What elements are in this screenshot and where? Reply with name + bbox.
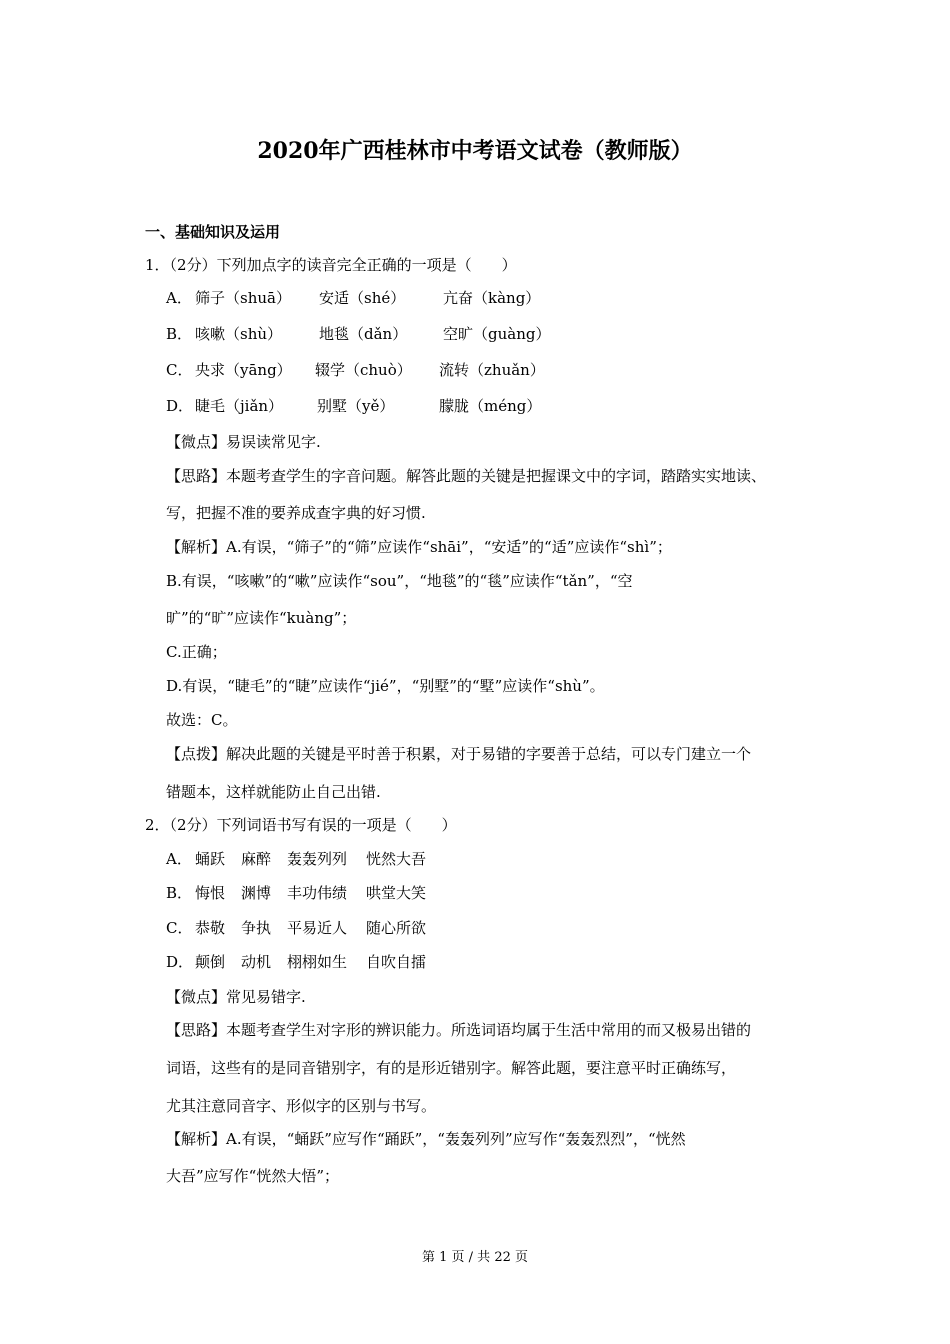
question-1-jiexi-d: D.有误，“睫毛”的“睫”应读作“jié”，“别墅”的“墅”应读作“shù”。 — [166, 677, 605, 695]
question-1-jiexi: 【解析】A.有误，“筛子”的“筛”应读作“shāi”，“安适”的“适”应读作“shì”； — [166, 538, 672, 556]
question-2-silu: 【思路】本题考查学生对字形的辨识能力。所选词语均属于生活中常用的而又极易出错的 — [166, 1021, 752, 1039]
question-2-stem: 2．（2分）下列词语书写有误的一项是（ ） — [145, 816, 457, 834]
question-1-silu-cont: 写，把握不准的要养成查字典的好习惯. — [166, 504, 426, 522]
question-2-silu-cont: 词语，这些有的是同音错别字，有的是形近错别字。解答此题，要注意平时正确练写， — [166, 1059, 737, 1077]
page-footer: 第 1 页 / 共 22 页 — [422, 1250, 528, 1265]
question-1-jiexi-b: B.有误，“咳嗽”的“嗽”应读作“sou”，“地毯”的“毯”应读作“tǎn”，“空 — [166, 572, 633, 590]
question-1-option-a: A． 筛子（shuā） 安适（shé） 亢奋（kàng） — [166, 289, 541, 307]
question-2-option-d: D． 颠倒 动机 栩栩如生 自吹自擂 — [166, 953, 427, 971]
question-1-option-d: D． 睫毛（jiǎn） 别墅（yě） 朦胧（méng） — [166, 397, 542, 415]
question-2-jiexi: 【解析】A.有误，“蛹跃”应写作“踊跃”，“轰轰列列”应写作“轰轰烈烈”，“恍然 — [166, 1130, 686, 1148]
question-2-silu-cont-2: 尤其注意同音字、形似字的区别与书写。 — [166, 1097, 437, 1115]
question-1-option-b: B． 咳嗽（shù） 地毯（dǎn） 空旷（guàng） — [166, 325, 551, 343]
question-2-weidian: 【微点】常见易错字. — [166, 988, 306, 1006]
question-1-stem: 1．（2分）下列加点字的读音完全正确的一项是（ ） — [145, 256, 517, 274]
question-1-jiexi-b-cont: 旷”的“旷”应读作“kuàng”； — [166, 609, 357, 627]
question-1-dianbo-cont: 错题本，这样就能防止自己出错. — [166, 783, 381, 801]
question-1-silu: 【思路】本题考查学生的字音问题。解答此题的关键是把握课文中的字词，踏踏实实地读、 — [166, 467, 767, 485]
question-2-option-c: C． 恭敬 争执 平易近人 随心所欲 — [166, 919, 427, 937]
question-1-dianbo: 【点拨】解决此题的关键是平时善于积累，对于易错的字要善于总结，可以专门建立一个 — [166, 745, 752, 763]
question-1-jiexi-c: C.正确； — [166, 643, 227, 661]
question-1-answer: 故选：C。 — [166, 711, 238, 729]
question-2-jiexi-cont: 大吾”应写作“恍然大悟”； — [166, 1167, 340, 1185]
question-2-option-a: A． 蛹跃 麻醉 轰轰列列 恍然大吾 — [166, 850, 427, 868]
question-2-option-b: B． 悔恨 渊博 丰功伟绩 哄堂大笑 — [166, 884, 427, 902]
question-1-option-c: C． 央求（yāng） 辍学（chuò） 流转（zhuǎn） — [166, 361, 545, 379]
page-title: 2020年广西桂林市中考语文试卷（教师版） — [257, 138, 693, 164]
section-heading: 一、基础知识及运用 — [145, 223, 281, 241]
question-1-weidian: 【微点】易误读常见字. — [166, 433, 321, 451]
